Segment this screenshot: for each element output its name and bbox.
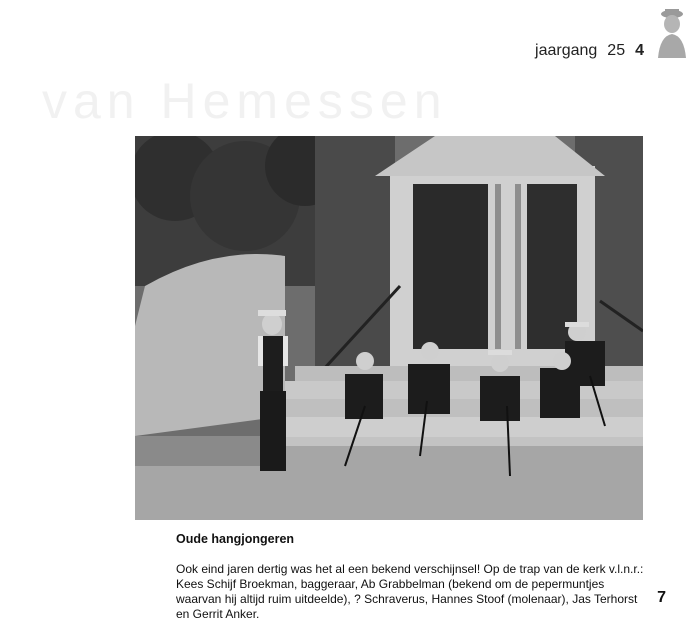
watermark-title: van Hemessen [42, 73, 448, 129]
caption-title: Oude hangjongeren [176, 532, 295, 546]
page-number: 7 [657, 589, 666, 606]
issue-number: 4 [635, 42, 644, 59]
caption-body: Ook eind jaren dertig was het al een bekend verschijnsel! Op de trap van de kerk v.l.n.r.: Kees Schijf Broekman, baggeraar, Ab Grabbelman (bekend om de pepermuntjes waarvan hij altijd ruim uitdeelde), ? Schraverus, Hannes Stoof (molenaar), Jas Terhorst en Gerrit Anker. [176, 562, 644, 621]
silhouette-portrait-icon [654, 6, 690, 58]
church-steps-photo [135, 136, 643, 520]
volume-number: 25 [607, 42, 626, 59]
issue-info [535, 42, 644, 60]
issue-label: jaargang [535, 42, 598, 59]
